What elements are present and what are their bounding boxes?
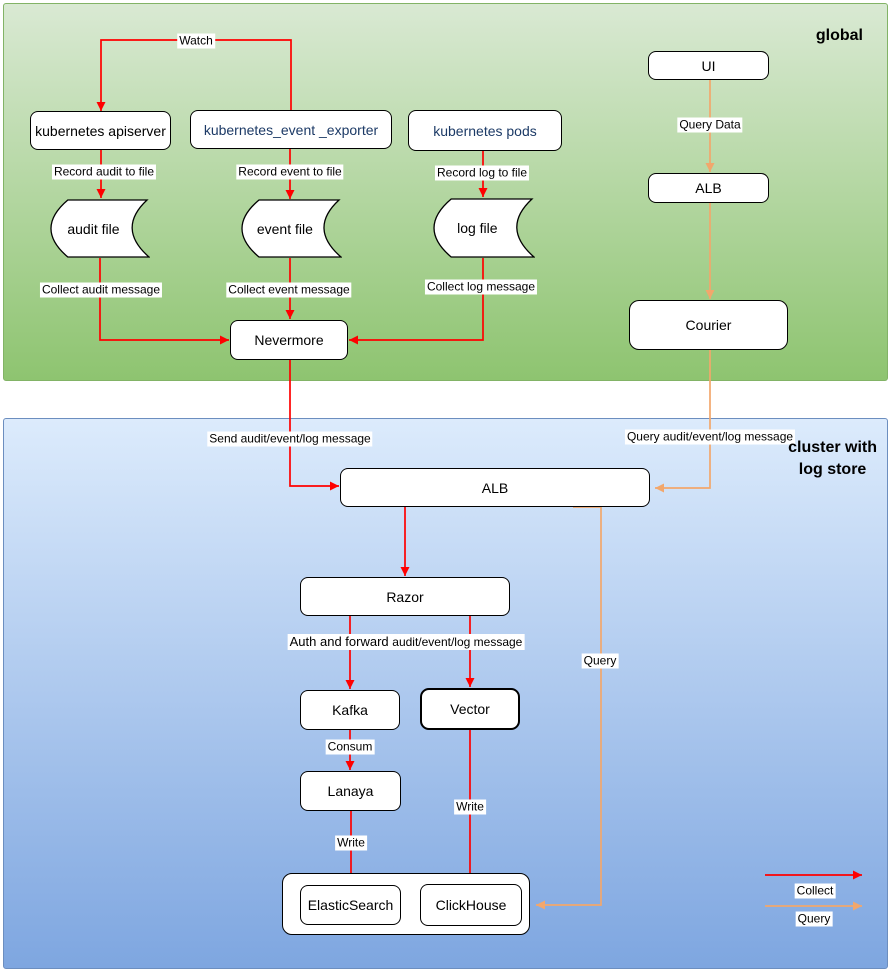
label-query-data: Query Data [679, 117, 741, 132]
label-record-event: Record event to file [238, 164, 342, 179]
node-ui: UI [648, 51, 769, 80]
node-lanaya: Lanaya [300, 771, 401, 811]
label-auth-forward-rest: audit/event/log message [392, 635, 523, 649]
label-watch: Watch [179, 33, 213, 48]
node-kubernetes-apiserver: kubernetes apiserver [30, 111, 171, 150]
node-alb-global: ALB [648, 173, 769, 203]
label-auth-forward-strong: Auth and forward [289, 634, 393, 649]
node-kafka: Kafka [300, 690, 400, 730]
label-query-message: Query audit/event/log message [626, 429, 794, 444]
region-global-title: global [815, 27, 863, 44]
region-cluster-title-line1: cluster with [788, 439, 877, 456]
node-kubernetes-pods: kubernetes pods [408, 110, 562, 151]
node-audit-file [49, 199, 150, 258]
label-record-audit: Record audit to file [53, 164, 155, 179]
label-collect-event: Collect event message [228, 282, 350, 297]
label-record-log: Record log to file [436, 165, 528, 180]
label-write-vector: Write [456, 799, 484, 814]
label-write-lanaya: Write [337, 835, 365, 850]
label-collect-log: Collect log message [426, 279, 536, 294]
node-courier: Courier [629, 300, 788, 350]
node-vector: Vector [420, 688, 520, 730]
region-cluster-title [788, 437, 877, 480]
log-file-label: log file [457, 220, 498, 236]
legend-collect-label: Collect [796, 883, 834, 898]
node-kubernetes-event-exporter: kubernetes_event _exporter [190, 110, 392, 149]
label-send-message: Send audit/event/log message [209, 431, 371, 446]
event-file-label: event file [256, 220, 313, 237]
node-elasticsearch: ElasticSearch [300, 885, 401, 925]
node-event-file [240, 199, 342, 258]
region-cluster-title-line2: log store [798, 460, 867, 478]
node-nevermore: Nevermore [230, 320, 348, 360]
label-auth-forward [288, 634, 525, 650]
node-razor: Razor [300, 577, 510, 616]
label-query-mid: Query [583, 653, 617, 668]
legend-query-label: Query [797, 911, 831, 926]
label-collect-audit: Collect audit message [41, 282, 161, 297]
node-clickhouse: ClickHouse [420, 884, 522, 926]
audit-file-label: audit file [67, 220, 120, 237]
node-log-file [432, 198, 535, 258]
label-consum: Consum [327, 739, 373, 754]
node-alb-cluster: ALB [340, 468, 650, 507]
